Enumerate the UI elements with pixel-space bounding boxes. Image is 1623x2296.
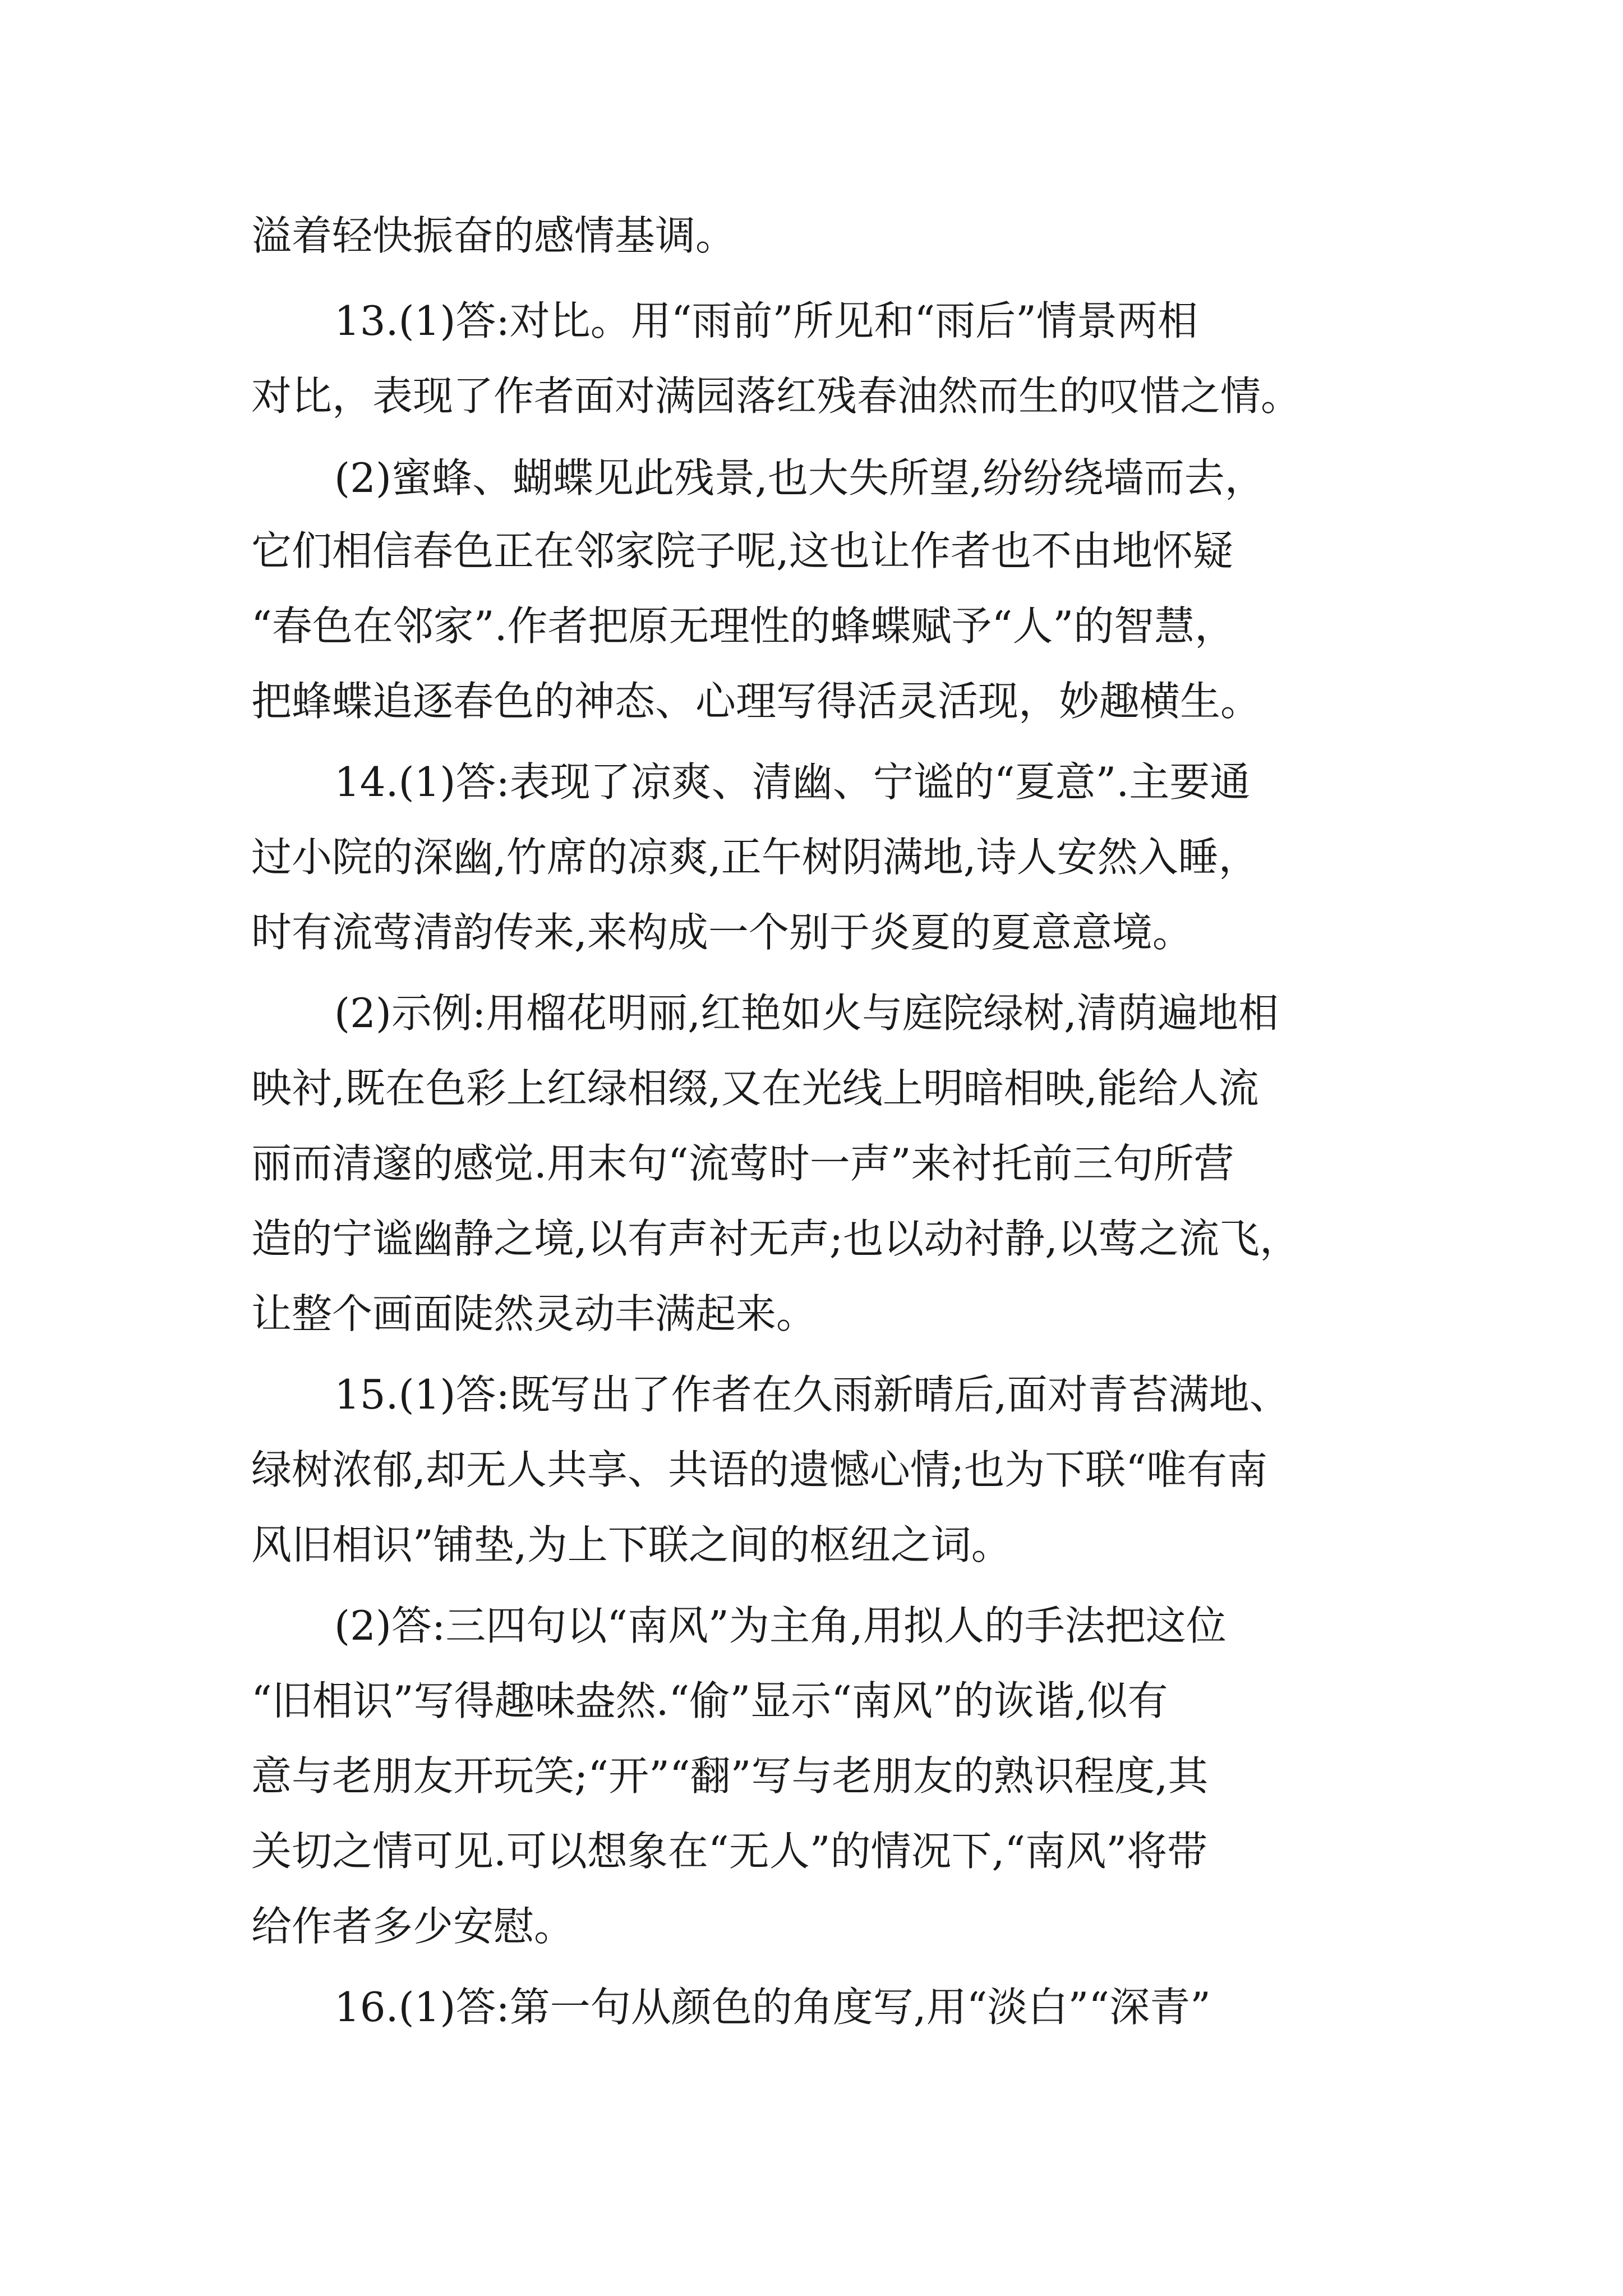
- text-line: 造的宁谧幽静之境,以有声衬无声;也以动衬静,以莺之流飞，: [251, 1215, 1301, 1262]
- text-line: (2)示例:用榴花明丽,红艳如火与庭院绿树,清荫遍地相: [334, 990, 1279, 1037]
- text-line: 意与老朋友开玩笑;“开”“翻”写与老朋友的熟识程度,其: [251, 1752, 1209, 1800]
- text-line: 它们相信春色正在邻家院子呢,这也让作者也不由地怀疑: [251, 527, 1233, 574]
- text-line: 13.(1)答:对比。用“雨前”所见和“雨后”情景两相: [334, 297, 1198, 344]
- text-line: “春色在邻家”.作者把原无理性的蜂蝶赋予“人”的智慧，: [251, 602, 1235, 650]
- text-line: 风旧相识”铺垫,为上下联之间的枢纽之词。: [251, 1521, 1012, 1568]
- text-line: 映衬,既在色彩上红绿相缀,又在光线上明暗相映,能给人流: [251, 1065, 1259, 1112]
- text-line: 绿树浓郁,却无人共享、共语的遗憾心情;也为下联“唯有南: [251, 1446, 1267, 1493]
- text-line: 把蜂蝶追逐春色的神态、心理写得活灵活现，妙趣横生。: [251, 678, 1261, 725]
- text-line: 14.(1)答:表现了凉爽、清幽、宁谧的“夏意”.主要通: [334, 758, 1251, 806]
- text-line: 15.(1)答:既写出了作者在久雨新晴后,面对青苔满地、: [334, 1371, 1290, 1418]
- text-line: 让整个画面陡然灵动丰满起来。: [251, 1290, 817, 1337]
- text-line: 时有流莺清韵传来,来构成一个别于炎夏的夏意意境。: [251, 909, 1193, 956]
- text-line: 溢着轻快振奋的感情基调。: [251, 212, 736, 259]
- text-line: 对比，表现了作者面对满园落红残春油然而生的叹惜之情。: [251, 372, 1302, 420]
- text-line: 16.(1)答:第一句从颜色的角度写,用“淡白”“深青”: [334, 1984, 1211, 2031]
- text-line: 过小院的深幽,竹席的凉爽,正午树阴满地,诗人安然入睡，: [251, 834, 1259, 881]
- text-line: 丽而清邃的感觉.用末句“流莺时一声”来衬托前三句所营: [251, 1140, 1234, 1187]
- text-line: (2)答:三四句以“南风”为主角,用拟人的手法把这位: [334, 1602, 1227, 1649]
- text-line: 给作者多少安慰。: [251, 1903, 575, 1950]
- text-line: “旧相识”写得趣味盎然.“偷”显示“南风”的诙谐,似有: [251, 1677, 1168, 1724]
- text-line: 关切之情可见.可以想象在“无人”的情况下,“南风”将带: [251, 1828, 1208, 1875]
- text-line: (2)蜜蜂、蝴蝶见此残景,也大失所望,纷纷绕墙而去，: [334, 454, 1265, 501]
